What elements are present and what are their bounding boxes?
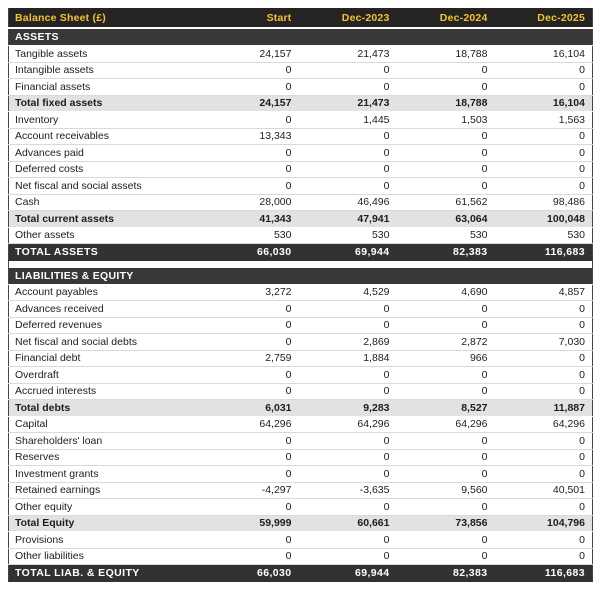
cell-value: 0 — [299, 367, 397, 384]
cell-value: 18,788 — [397, 95, 495, 112]
cell-value: 11,887 — [495, 400, 593, 417]
row-label: Cash — [9, 194, 201, 211]
cell-value: 0 — [397, 367, 495, 384]
cell-value: 69,944 — [299, 565, 397, 582]
cell-value: 0 — [397, 128, 495, 145]
cell-value: 28,000 — [201, 194, 299, 211]
cell-value: 116,683 — [495, 565, 593, 582]
cell-value: 4,857 — [495, 284, 593, 301]
row-label: Provisions — [9, 532, 201, 549]
row-label: Net fiscal and social debts — [9, 334, 201, 351]
row-label: Advances received — [9, 301, 201, 318]
cell-value: 0 — [397, 466, 495, 483]
cell-value: 9,283 — [299, 400, 397, 417]
cell-value: 0 — [299, 449, 397, 466]
cell-value: 0 — [201, 499, 299, 516]
cell-value: 2,872 — [397, 334, 495, 351]
table-row — [9, 565, 593, 582]
table-row — [9, 112, 593, 129]
row-label: Account receivables — [9, 128, 201, 145]
cell-value: 66,030 — [201, 565, 299, 582]
cell-value: 0 — [397, 301, 495, 318]
cell-value: 0 — [299, 466, 397, 483]
section-spacer — [9, 260, 593, 268]
cell-value: 0 — [299, 145, 397, 162]
cell-value: 0 — [299, 301, 397, 318]
cell-value: 6,031 — [201, 400, 299, 417]
cell-value: 0 — [201, 79, 299, 96]
table-row — [9, 178, 593, 195]
cell-value: 0 — [201, 466, 299, 483]
table-row — [9, 466, 593, 483]
row-label: Total fixed assets — [9, 95, 201, 112]
cell-value: 21,473 — [299, 95, 397, 112]
cell-value: 530 — [299, 227, 397, 244]
table-header-row — [9, 8, 593, 28]
cell-value: 0 — [201, 161, 299, 178]
cell-value: 0 — [495, 128, 593, 145]
cell-value: 0 — [495, 383, 593, 400]
table-row — [9, 334, 593, 351]
row-label: Shareholders' loan — [9, 433, 201, 450]
cell-value: 530 — [201, 227, 299, 244]
cell-value: 0 — [299, 383, 397, 400]
table-body — [9, 28, 593, 581]
cell-value: 64,296 — [495, 416, 593, 433]
cell-value: 21,473 — [299, 46, 397, 63]
cell-value: 0 — [495, 548, 593, 565]
cell-value: 0 — [299, 161, 397, 178]
cell-value: 0 — [201, 532, 299, 549]
cell-value: 0 — [495, 79, 593, 96]
column-header-dec-2023: Dec-2023 — [299, 8, 397, 28]
table-row — [9, 211, 593, 228]
table-row — [9, 482, 593, 499]
row-label: Account payables — [9, 284, 201, 301]
table-title: Balance Sheet (£) — [9, 8, 201, 28]
row-label: Accrued interests — [9, 383, 201, 400]
table-row — [9, 46, 593, 63]
cell-value: 0 — [201, 334, 299, 351]
cell-value: 0 — [495, 499, 593, 516]
cell-value: 8,527 — [397, 400, 495, 417]
table-row — [9, 367, 593, 384]
cell-value: 0 — [299, 178, 397, 195]
cell-value: 0 — [397, 449, 495, 466]
cell-value: 82,383 — [397, 244, 495, 261]
cell-value: 0 — [397, 161, 495, 178]
section-header-liabilities-equity — [9, 268, 593, 285]
cell-value: 1,884 — [299, 350, 397, 367]
cell-value: 1,563 — [495, 112, 593, 129]
cell-value: 0 — [397, 145, 495, 162]
cell-value: 7,030 — [495, 334, 593, 351]
table-row — [9, 400, 593, 417]
cell-value: 0 — [495, 466, 593, 483]
table-row — [9, 449, 593, 466]
cell-value: 0 — [397, 499, 495, 516]
row-label: Reserves — [9, 449, 201, 466]
row-label: Total current assets — [9, 211, 201, 228]
row-label: Net fiscal and social assets — [9, 178, 201, 195]
cell-value: 66,030 — [201, 244, 299, 261]
table-row — [9, 194, 593, 211]
row-label: Deferred costs — [9, 161, 201, 178]
cell-value: 530 — [495, 227, 593, 244]
table-row — [9, 317, 593, 334]
cell-value: 24,157 — [201, 95, 299, 112]
table-row — [9, 284, 593, 301]
row-label: Deferred revenues — [9, 317, 201, 334]
cell-value: 64,296 — [299, 416, 397, 433]
cell-value: 0 — [299, 79, 397, 96]
table-row — [9, 161, 593, 178]
cell-value: 47,941 — [299, 211, 397, 228]
cell-value: 0 — [495, 178, 593, 195]
column-header-start: Start — [201, 8, 299, 28]
table-row — [9, 227, 593, 244]
cell-value: 0 — [495, 433, 593, 450]
cell-value: 0 — [201, 178, 299, 195]
cell-value: 0 — [299, 433, 397, 450]
table-row — [9, 62, 593, 79]
cell-value: 530 — [397, 227, 495, 244]
cell-value: 0 — [201, 145, 299, 162]
cell-value: 0 — [397, 532, 495, 549]
table-row — [9, 548, 593, 565]
section-header-label: LIABILITIES & EQUITY — [9, 268, 593, 285]
cell-value: 3,272 — [201, 284, 299, 301]
cell-value: 0 — [495, 532, 593, 549]
balance-sheet-table — [8, 8, 593, 582]
cell-value: 0 — [299, 548, 397, 565]
row-label: Retained earnings — [9, 482, 201, 499]
cell-value: 0 — [495, 317, 593, 334]
cell-value: 0 — [495, 367, 593, 384]
cell-value: 0 — [201, 449, 299, 466]
cell-value: 1,445 — [299, 112, 397, 129]
row-label: Other assets — [9, 227, 201, 244]
row-label: Inventory — [9, 112, 201, 129]
cell-value: 100,048 — [495, 211, 593, 228]
cell-value: 0 — [495, 161, 593, 178]
cell-value: 0 — [201, 383, 299, 400]
cell-value: 0 — [495, 62, 593, 79]
cell-value: 1,503 — [397, 112, 495, 129]
cell-value: 0 — [397, 178, 495, 195]
cell-value: 63,064 — [397, 211, 495, 228]
row-label: Total Equity — [9, 515, 201, 532]
cell-value: 61,562 — [397, 194, 495, 211]
cell-value: 0 — [299, 317, 397, 334]
cell-value: 16,104 — [495, 46, 593, 63]
cell-value: 24,157 — [201, 46, 299, 63]
cell-value: -4,297 — [201, 482, 299, 499]
cell-value: 16,104 — [495, 95, 593, 112]
cell-value: 46,496 — [299, 194, 397, 211]
cell-value: 0 — [201, 548, 299, 565]
cell-value: 0 — [299, 532, 397, 549]
cell-value: 0 — [397, 383, 495, 400]
table-row — [9, 145, 593, 162]
cell-value: 9,560 — [397, 482, 495, 499]
cell-value: 69,944 — [299, 244, 397, 261]
cell-value: 0 — [397, 62, 495, 79]
cell-value: 41,343 — [201, 211, 299, 228]
table-row — [9, 244, 593, 261]
cell-value: 2,759 — [201, 350, 299, 367]
cell-value: 0 — [495, 301, 593, 318]
cell-value: 0 — [201, 367, 299, 384]
table-row — [9, 79, 593, 96]
cell-value: -3,635 — [299, 482, 397, 499]
row-label: TOTAL LIAB. & EQUITY — [9, 565, 201, 582]
cell-value: 0 — [299, 128, 397, 145]
row-label: Intangible assets — [9, 62, 201, 79]
cell-value: 18,788 — [397, 46, 495, 63]
cell-value: 60,661 — [299, 515, 397, 532]
row-label: Advances paid — [9, 145, 201, 162]
table-row — [9, 95, 593, 112]
cell-value: 966 — [397, 350, 495, 367]
cell-value: 0 — [201, 301, 299, 318]
table-row — [9, 350, 593, 367]
table-row — [9, 383, 593, 400]
cell-value: 0 — [201, 433, 299, 450]
table-row — [9, 416, 593, 433]
row-label: Financial assets — [9, 79, 201, 96]
cell-value: 0 — [201, 112, 299, 129]
cell-value: 0 — [397, 433, 495, 450]
cell-value: 82,383 — [397, 565, 495, 582]
cell-value: 0 — [201, 62, 299, 79]
row-label: Other liabilities — [9, 548, 201, 565]
cell-value: 40,501 — [495, 482, 593, 499]
row-label: Overdraft — [9, 367, 201, 384]
cell-value: 0 — [299, 499, 397, 516]
cell-value: 64,296 — [201, 416, 299, 433]
cell-value: 116,683 — [495, 244, 593, 261]
column-header-dec-2024: Dec-2024 — [397, 8, 495, 28]
cell-value: 0 — [201, 317, 299, 334]
row-label: Financial debt — [9, 350, 201, 367]
table-row — [9, 433, 593, 450]
cell-value: 59,999 — [201, 515, 299, 532]
section-header-assets — [9, 28, 593, 46]
row-label: Capital — [9, 416, 201, 433]
cell-value: 2,869 — [299, 334, 397, 351]
section-header-label: ASSETS — [9, 28, 593, 46]
cell-value: 4,529 — [299, 284, 397, 301]
table-row — [9, 499, 593, 516]
row-label: Other equity — [9, 499, 201, 516]
cell-value: 104,796 — [495, 515, 593, 532]
cell-value: 98,486 — [495, 194, 593, 211]
table-row — [9, 515, 593, 532]
table-row — [9, 301, 593, 318]
table-row — [9, 532, 593, 549]
cell-value: 0 — [495, 449, 593, 466]
cell-value: 73,856 — [397, 515, 495, 532]
cell-value: 0 — [299, 62, 397, 79]
row-label: Tangible assets — [9, 46, 201, 63]
cell-value: 0 — [495, 145, 593, 162]
row-label: Investment grants — [9, 466, 201, 483]
row-label: Total debts — [9, 400, 201, 417]
cell-value: 0 — [397, 548, 495, 565]
cell-value: 64,296 — [397, 416, 495, 433]
cell-value: 0 — [397, 79, 495, 96]
row-label: TOTAL ASSETS — [9, 244, 201, 261]
cell-value: 0 — [495, 350, 593, 367]
table-row — [9, 128, 593, 145]
column-header-dec-2025: Dec-2025 — [495, 8, 593, 28]
cell-value: 4,690 — [397, 284, 495, 301]
cell-value: 0 — [397, 317, 495, 334]
cell-value: 13,343 — [201, 128, 299, 145]
